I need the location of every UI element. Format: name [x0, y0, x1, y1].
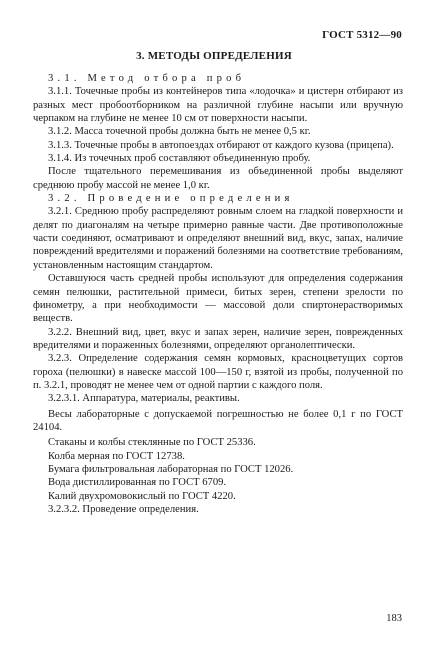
paragraph-3-2-3-1: 3.2.3.1. Аппаратура, материалы, реактивы.	[48, 393, 240, 405]
page-number: 183	[386, 613, 402, 624]
paragraph-3-2-3-2: 3.2.3.2. Проведение определения.	[48, 504, 199, 515]
section-title: 3. МЕТОДЫ ОПРЕДЕЛЕНИЯ	[136, 50, 292, 62]
paragraph-flask: Колба мерная по ГОСТ 12738.	[48, 450, 185, 462]
body-text	[33, 72, 403, 516]
paragraph-3-2: 3.2. Проведение определения	[48, 193, 294, 205]
paragraph-3-1-4: 3.1.4. Из точечных проб составляют объединенную пробу.	[48, 153, 311, 165]
paragraph-3-1-2: 3.1.2. Масса точечной пробы должна быть не менее 0,5 кг.	[48, 126, 311, 138]
paragraph-potassium: Калий двухромовокислый по ГОСТ 4220.	[48, 490, 236, 502]
paragraph-remaining: Оставшуюся часть средней пробы используют для определения содержания семян пелюшки, растительной примеси, битых зерен, степени зрелости по финометру, а при необходимости — массовой доли спиртонерастворимых веществ.	[33, 273, 403, 325]
paragraph-water: Вода дистиллированная по ГОСТ 6709.	[48, 477, 227, 489]
paragraph-3-1-3: 3.1.3. Точечные пробы в автопоездах отбирают от каждого кузова (прицепа).	[48, 139, 394, 151]
document-header: ГОСТ 5312—90	[322, 29, 402, 41]
paragraph-glassware: Стаканы и колбы стеклянные по ГОСТ 25336.	[48, 437, 256, 449]
paragraph-mixing: После тщательного перемешивания из объединенной пробы выделяют среднюю пробу массой не менее 1,0 кг.	[33, 166, 403, 191]
paragraph-3-2-1: 3.2.1. Среднюю пробу распределяют ровным слоем на гладкой поверхности и делят по диагоналям на четыре примерно равные части. Две противоположные части соединяют, осматривают и определяют внешний вид, вкус, запах, наличие повреждений вредителями и поражений болезнями на соответствие требованиям, установленным настоящим стандартом.	[33, 206, 403, 271]
paragraph-scales: Весы лабораторные с допускаемой погрешностью не более 0,1 г по ГОСТ 24104.	[33, 408, 403, 433]
paragraph-3-1-1: 3.1.1. Точечные пробы из контейнеров типа «лодочка» и цистерн отбирают из разных мест пробоотборником на различной глубине насыпи или вручную черпаком на глубине не менее 10 см от поверхности насыпи.	[33, 86, 403, 125]
paragraph-3-1: 3.1. Метод отбора проб	[48, 73, 246, 84]
paragraph-filter-paper: Бумага фильтровальная лабораторная по ГОСТ 12026.	[48, 463, 294, 475]
paragraph-3-2-2: 3.2.2. Внешний вид, цвет, вкус и запах зерен, наличие зерен, поврежденных вредителями и пораженных болезнями, определяют органолептически.	[33, 326, 403, 351]
paragraph-3-2-3: 3.2.3. Определение содержания семян кормовых, красноцветущих сортов гороха (пелюшки) в навеске массой 100—150 г, взятой из пробы, полученной по п. 3.2.1, проводят не менее чем от одной партии с каждого поля.	[33, 353, 403, 391]
